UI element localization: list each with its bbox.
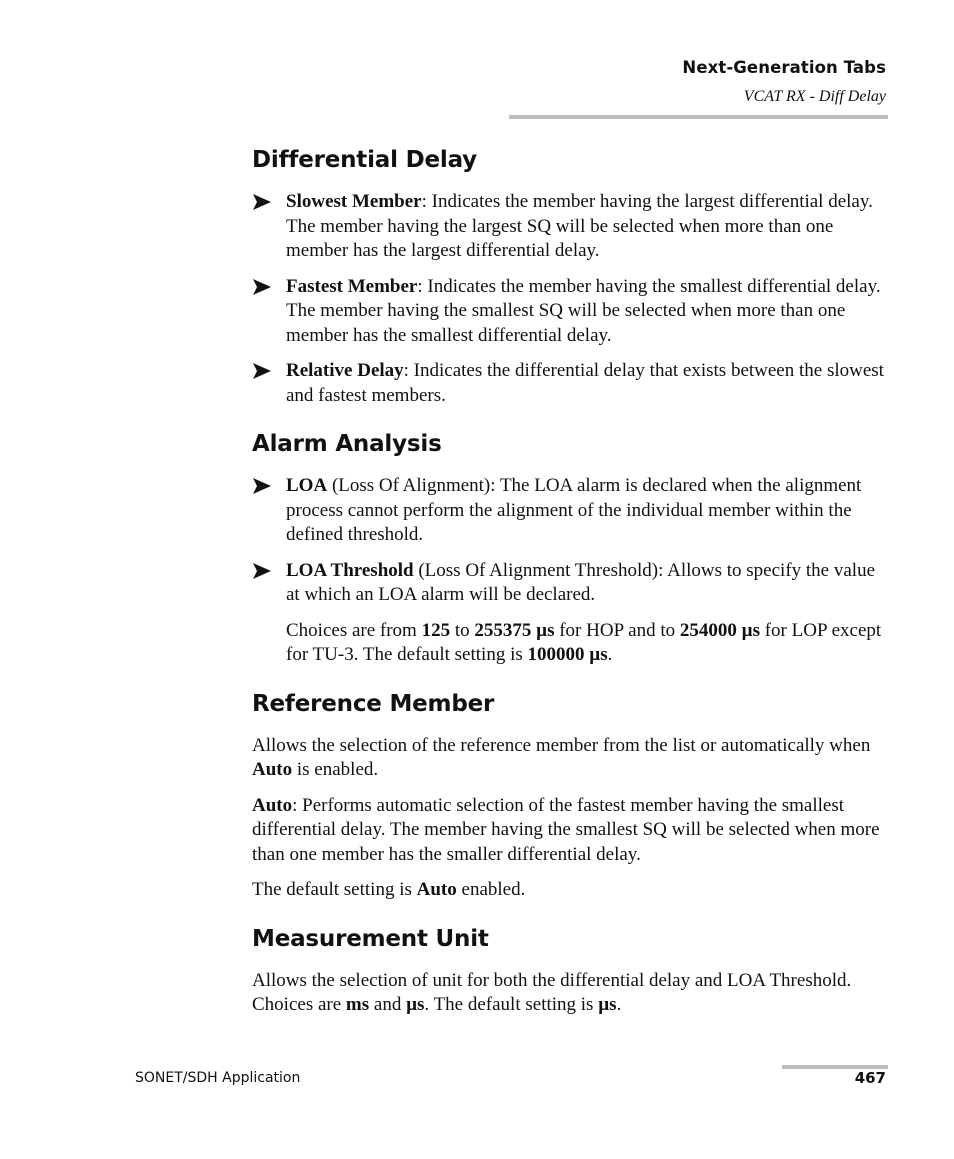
arrow-bullet-icon: [252, 477, 272, 495]
footer-doc-title: SONET/SDH Application: [135, 1070, 301, 1086]
item-text: (Loss Of Alignment Threshold): Allows to specify the value at which an LOA alarm will be declared.: [286, 559, 875, 605]
header-subtitle: VCAT RX - Diff Delay: [743, 88, 886, 105]
section-heading: Differential Delay: [252, 147, 477, 173]
paragraph: Auto: Performs automatic selection of the fastest member having the smallest differential delay. The member having the smallest SQ will be selected when more than one member has the smaller differential delay.: [252, 794, 880, 865]
section-differential-delay: [252, 142, 888, 408]
bullet-list: [252, 474, 888, 608]
header-rule: [509, 115, 888, 119]
header-title: Next-Generation Tabs: [682, 58, 886, 77]
item-term: Slowest Member: [286, 191, 422, 212]
item-term: LOA Threshold: [286, 559, 414, 581]
arrow-bullet-icon: [252, 562, 272, 580]
paragraph: Allows the selection of unit for both the differential delay and LOA Threshold. Choices are ms and µs. The default setting is µs.: [252, 969, 852, 1015]
arrow-bullet-icon: [252, 278, 272, 296]
item-text: : Indicates the member having the smallest differential delay. The member having the smallest SQ will be selected when more than one member has the smallest differential delay.: [286, 275, 881, 346]
choices-paragraph: Choices are from 125 to 255375 µs for HOP and to 254000 µs for LOP except for TU-3. The default setting is 100000 µs.: [286, 619, 882, 665]
item-term: Fastest Member: [286, 275, 418, 297]
section-heading: Alarm Analysis: [252, 431, 442, 457]
section-heading: Reference Member: [252, 690, 495, 717]
section-reference-member: [252, 686, 888, 903]
item-text: : Indicates the member having the largest differential delay. The member having the largest SQ will be selected when more than one member has the largest differential delay.: [286, 191, 873, 261]
page-number: 467: [854, 1069, 886, 1087]
item-text: (Loss Of Alignment): The LOA alarm is declared when the alignment process cannot perform the alignment of the individual member within the defined threshold.: [286, 475, 862, 545]
item-term: LOA: [286, 475, 328, 496]
section-alarm-analysis: [252, 426, 888, 668]
bullet-list: [252, 190, 888, 408]
list-item: [252, 559, 888, 608]
section-measurement-unit: [252, 921, 888, 1018]
list-item: [252, 359, 888, 408]
list-item: [252, 474, 888, 548]
arrow-bullet-icon: [252, 193, 272, 211]
list-item: [252, 275, 888, 349]
paragraph: Allows the selection of the reference member from the list or automatically when Auto is enabled.: [252, 734, 871, 780]
item-term: Relative Delay: [286, 360, 404, 381]
list-item: [252, 190, 888, 264]
item-text: : Indicates the differential delay that exists between the slowest and fastest members.: [286, 360, 884, 406]
arrow-bullet-icon: [252, 362, 272, 380]
section-heading: Measurement Unit: [252, 925, 489, 952]
paragraph: The default setting is Auto enabled.: [252, 879, 526, 900]
page-content: [252, 142, 888, 1036]
